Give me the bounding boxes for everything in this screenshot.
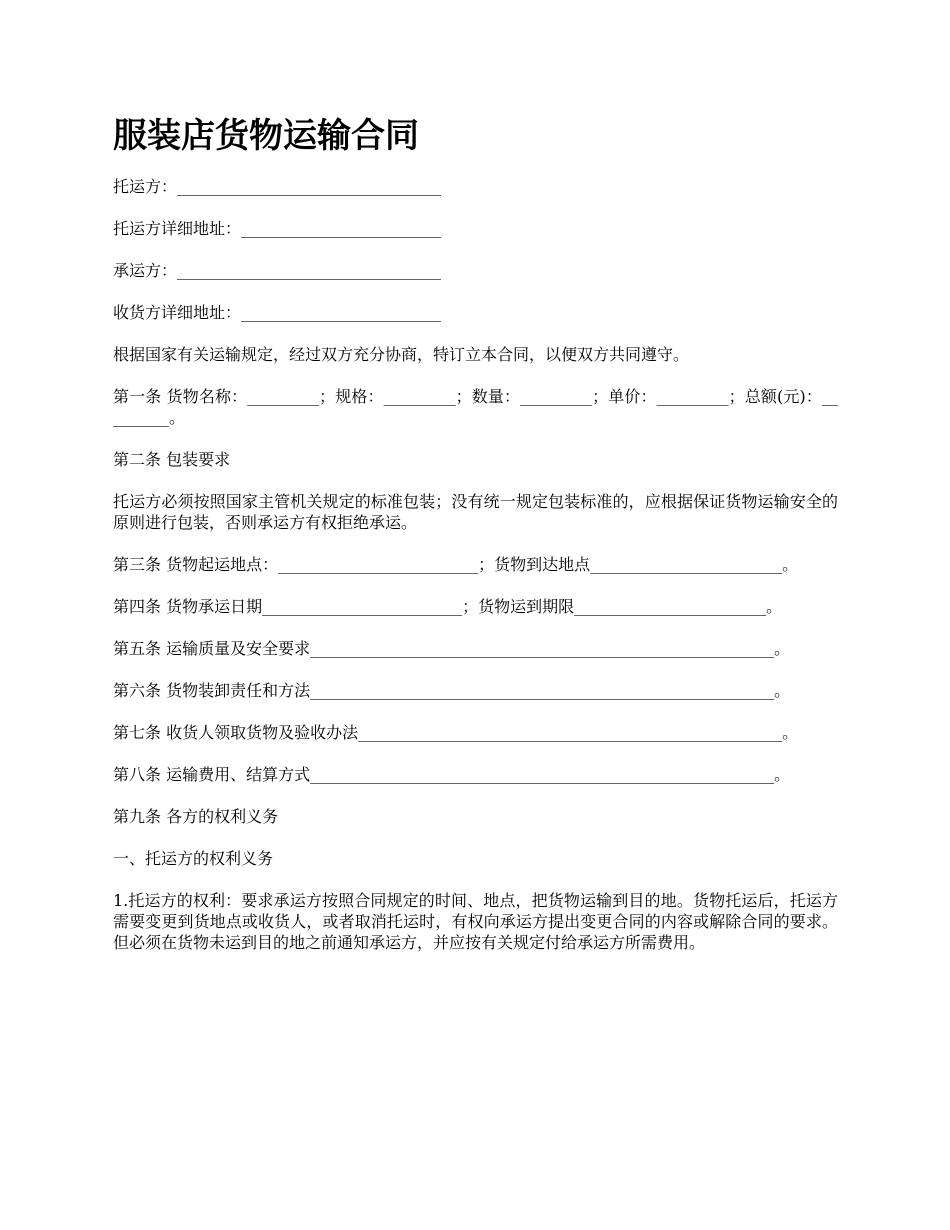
carrier-field: 承运方：_________________________________ <box>113 261 442 280</box>
article-9-heading: 第九条 各方的权利义务 <box>113 807 279 826</box>
shipper-field: 托运方：_________________________________ <box>113 177 442 196</box>
section-1-heading: 一、托运方的权利义务 <box>113 849 274 868</box>
article-3-locations: 第三条 货物起运地点：_________________________；货物到达地点________________________。 <box>113 555 799 574</box>
article-2-heading: 第二条 包装要求 <box>113 450 231 469</box>
article-2-packaging-text: 托运方必须按照国家主管机关规定的标准包装；没有统一规定包装标准的，应根据保证货物运输安全的原则进行包装，否则承运方有权拒绝承运。 <box>113 492 838 532</box>
preamble-paragraph: 根据国家有关运输规定，经过双方充分协商，特订立本合同，以便双方共同遵守。 <box>113 345 690 364</box>
consignee-address-field: 收货方详细地址：_________________________ <box>113 303 442 322</box>
article-6-loading: 第六条 货物装卸责任和方法__________________________________________________________。 <box>113 681 791 700</box>
shipper-address-field: 托运方详细地址：_________________________ <box>113 219 442 238</box>
document-title: 服装店货物运输合同 <box>113 116 419 156</box>
article-7-receipt: 第七条 收货人领取货物及验收办法_____________________________________________________。 <box>113 723 799 742</box>
article-5-quality: 第五条 运输质量及安全要求__________________________________________________________。 <box>113 639 791 658</box>
document-page <box>113 110 838 974</box>
article-4-dates: 第四条 货物承运日期_________________________；货物运到期限________________________。 <box>113 597 783 616</box>
article-1-goods: 第一条 货物名称：_________；规格：_________；数量：_________；单价：_________；总额(元)：_________。 <box>113 387 838 427</box>
shipper-rights-paragraph: 1.托运方的权利：要求承运方按照合同规定的时间、地点，把货物运输到目的地。货物托运后，托运方需要变更到货地点或收货人，或者取消托运时，有权向承运方提出变更合同的内容或解除合同的要求。但必须在货物未运到目的地之前通知承运方，并应按有关规定付给承运方所需费用。 <box>113 891 838 952</box>
article-8-fees: 第八条 运输费用、结算方式__________________________________________________________。 <box>113 765 791 784</box>
